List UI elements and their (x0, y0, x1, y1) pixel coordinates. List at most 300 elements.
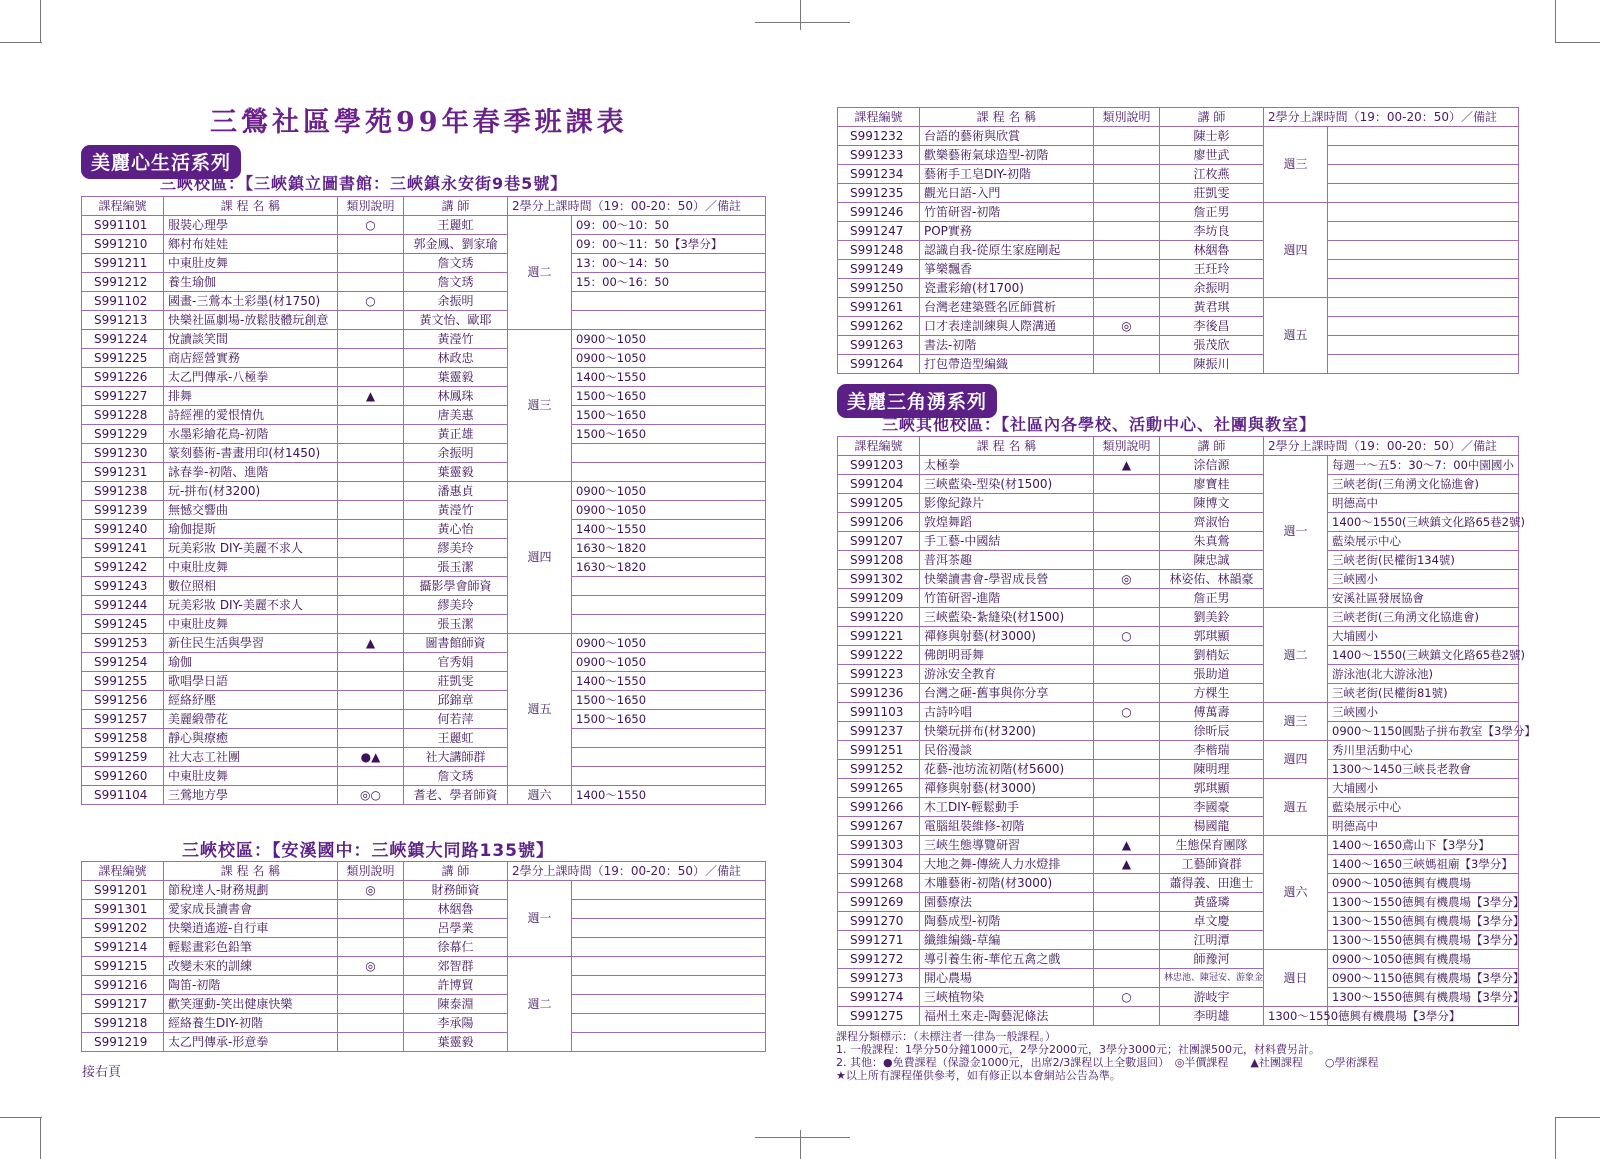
weekday-cell: 週四 (508, 482, 572, 634)
course-time-note: 1500～1650 (572, 691, 766, 710)
course-teacher: 圖書館師資 (404, 634, 508, 653)
course-type-mark (1094, 551, 1160, 570)
course-name: 開心農場 (920, 969, 1094, 988)
header-type: 類別說明 (338, 862, 404, 881)
course-teacher: 李楷瑞 (1160, 741, 1264, 760)
course-name: 玩美彩妝 DIY-美麗不求人 (164, 539, 338, 558)
course-type-mark (338, 1014, 404, 1033)
course-name: 水墨彩繪花鳥-初階 (164, 425, 338, 444)
legend-line: ★以上所有課程僅供參考，如有修正以本會網站公告為準。 (836, 1069, 1121, 1082)
course-time-note: 0900～1050 (572, 482, 766, 501)
course-teacher: 涂信源 (1160, 456, 1264, 475)
weekday-cell: 週五 (508, 634, 572, 786)
table-row (838, 684, 1519, 703)
course-type-mark (338, 615, 404, 634)
course-type-mark (1094, 184, 1160, 203)
course-type-mark: ◎○ (338, 786, 404, 805)
course-code: S991215 (82, 957, 164, 976)
course-code: S991272 (838, 950, 920, 969)
course-time-note: 0900～1050德興有機農場 (1328, 874, 1519, 893)
course-name: 愛家成長讀書會 (164, 900, 338, 919)
course-time-note: 0900～1150圓點子拼布教室【3學分】 (1328, 722, 1519, 741)
course-time-note: 三峽老街(民權街81號) (1328, 684, 1519, 703)
header-code: 課程編號 (82, 197, 164, 216)
header-course-name: 課 程 名 稱 (164, 862, 338, 881)
crop-mark (40, 0, 41, 42)
table-row (82, 501, 766, 520)
weekday-cell: 週三 (508, 330, 572, 482)
course-time-note: 1400～1550(三峽鎮文化路65巷2號) (1328, 646, 1519, 665)
course-code: S991232 (838, 127, 920, 146)
course-code: S991256 (82, 691, 164, 710)
header-course-name: 課 程 名 稱 (920, 108, 1094, 127)
course-teacher: 張玉潔 (404, 615, 508, 634)
schedule-table-anxi (81, 861, 766, 1052)
course-type-mark (1094, 893, 1160, 912)
table-row (838, 817, 1519, 836)
course-type-mark: ▲ (1094, 456, 1160, 475)
course-code: S991265 (838, 779, 920, 798)
course-code: S991266 (838, 798, 920, 817)
course-teacher: 李承陽 (404, 1014, 508, 1033)
course-time-note: 1630～1820 (572, 558, 766, 577)
course-code: S991248 (838, 241, 920, 260)
course-teacher: 廖世武 (1160, 146, 1264, 165)
course-time-note: 游泳池(北大游泳池) (1328, 665, 1519, 684)
table-row (82, 881, 766, 900)
course-type-mark (1094, 203, 1160, 222)
course-type-mark (338, 368, 404, 387)
course-type-mark (338, 273, 404, 292)
course-code: S991242 (82, 558, 164, 577)
course-code: S991210 (82, 235, 164, 254)
course-code: S991260 (82, 767, 164, 786)
course-time-note: 1400～1550 (572, 520, 766, 539)
table-row (82, 387, 766, 406)
table-row (838, 760, 1519, 779)
course-name: 歌唱學日語 (164, 672, 338, 691)
table-row (838, 298, 1519, 317)
course-type-mark (338, 919, 404, 938)
header-time: 2學分上課時間（19：00-20：50）／備註 (508, 862, 766, 881)
course-code: S991213 (82, 311, 164, 330)
course-teacher: 楊國龍 (1160, 817, 1264, 836)
course-time-note (1328, 355, 1519, 374)
course-time-note: 藍染展示中心 (1328, 532, 1519, 551)
course-type-mark (338, 900, 404, 919)
crop-mark (1555, 1117, 1600, 1118)
course-type-mark: ◎ (1094, 570, 1160, 589)
table-row (838, 665, 1519, 684)
crop-mark (1555, 1117, 1556, 1159)
course-code: S991102 (82, 292, 164, 311)
course-code: S991271 (838, 931, 920, 950)
course-type-mark: ◎ (1094, 317, 1160, 336)
course-type-mark (1094, 222, 1160, 241)
course-teacher: 傅萬壽 (1160, 703, 1264, 722)
course-teacher: 劉梢妘 (1160, 646, 1264, 665)
course-code: S991221 (838, 627, 920, 646)
course-code: S991101 (82, 216, 164, 235)
course-time-note (1328, 279, 1519, 298)
course-type-mark (338, 691, 404, 710)
course-code: S991233 (838, 146, 920, 165)
course-name: 太乙門傳承-形意拳 (164, 1033, 338, 1052)
course-code: S991227 (82, 387, 164, 406)
course-teacher: 陳士彰 (1160, 127, 1264, 146)
course-teacher: 劉美鈴 (1160, 608, 1264, 627)
course-teacher: 工藝師資群 (1160, 855, 1264, 874)
course-code: S991203 (838, 456, 920, 475)
course-time-note (572, 444, 766, 463)
course-code: S991228 (82, 406, 164, 425)
table-row (82, 311, 766, 330)
table-row (82, 444, 766, 463)
table-row (82, 558, 766, 577)
weekday-cell: 週六 (1264, 836, 1328, 950)
course-type-mark (338, 520, 404, 539)
course-type-mark (338, 482, 404, 501)
course-type-mark (1094, 931, 1160, 950)
course-time-note (572, 1014, 766, 1033)
table-row (82, 995, 766, 1014)
course-teacher: 李明雄 (1160, 1007, 1264, 1026)
course-code: S991218 (82, 1014, 164, 1033)
course-teacher: 林忠池、陳冠安、游象金 (1160, 969, 1264, 988)
course-time-note: 0900～1050 (572, 330, 766, 349)
course-type-mark (1094, 355, 1160, 374)
course-name: 數位照相 (164, 577, 338, 596)
course-teacher: 官秀娟 (404, 653, 508, 672)
course-time-note (572, 577, 766, 596)
course-type-mark: ▲ (1094, 855, 1160, 874)
course-time-note: 秀川里活動中心 (1328, 741, 1519, 760)
table-row (838, 1007, 1519, 1026)
schedule-table-other (837, 436, 1536, 1026)
course-name: 美麗緞帶花 (164, 710, 338, 729)
course-teacher: 王麗虹 (404, 216, 508, 235)
table-row (82, 330, 766, 349)
course-teacher: 唐美惠 (404, 406, 508, 425)
course-type-mark (1094, 741, 1160, 760)
course-type-mark (338, 976, 404, 995)
course-type-mark: ○ (338, 216, 404, 235)
course-code: S991273 (838, 969, 920, 988)
course-teacher: 郭琪顯 (1160, 627, 1264, 646)
course-time-note (572, 976, 766, 995)
table-row (838, 950, 1519, 969)
course-type-mark (338, 729, 404, 748)
course-teacher: 張茂欣 (1160, 336, 1264, 355)
course-teacher: 卓文慶 (1160, 912, 1264, 931)
course-type-mark: ○ (338, 292, 404, 311)
course-teacher: 王玨玲 (1160, 260, 1264, 279)
table-header-row (82, 862, 766, 881)
course-name: 箏樂飄香 (920, 260, 1094, 279)
course-name: 無憾交響曲 (164, 501, 338, 520)
course-type-mark (1094, 646, 1160, 665)
course-name: 服裝心理學 (164, 216, 338, 235)
course-type-mark (338, 577, 404, 596)
course-teacher: 莊凱雯 (404, 672, 508, 691)
course-type-mark (338, 710, 404, 729)
course-name: 排舞 (164, 387, 338, 406)
course-time-note (1328, 127, 1519, 146)
crop-mark (40, 1117, 41, 1159)
course-name: 古詩吟唱 (920, 703, 1094, 722)
course-code: S991252 (838, 760, 920, 779)
course-time-note: 1300～1550德興有機農場【3學分】 (1328, 931, 1519, 950)
course-teacher: 何若萍 (404, 710, 508, 729)
course-name: 中東肚皮舞 (164, 558, 338, 577)
crop-mark (0, 1117, 42, 1118)
crop-mark (1555, 0, 1556, 42)
weekday-cell: 週一 (508, 881, 572, 957)
course-type-mark (338, 501, 404, 520)
course-time-note: 1300～1550德興有機農場【3學分】 (1328, 893, 1519, 912)
course-code: S991263 (838, 336, 920, 355)
course-type-mark (1094, 127, 1160, 146)
course-code: S991250 (838, 279, 920, 298)
course-type-mark: ◎ (338, 957, 404, 976)
course-type-mark (338, 425, 404, 444)
course-teacher: 詹文琇 (404, 254, 508, 273)
course-code: S991209 (838, 589, 920, 608)
course-teacher: 郭琪顯 (1160, 779, 1264, 798)
course-teacher: 陳明理 (1160, 760, 1264, 779)
course-code: S991201 (82, 881, 164, 900)
course-time-note (572, 881, 766, 900)
course-time-note: 1400～1550 (572, 786, 766, 805)
course-code: S991301 (82, 900, 164, 919)
table-row (838, 798, 1519, 817)
course-time-note: 1500～1650 (572, 710, 766, 729)
course-name: 太乙門傳承-八極拳 (164, 368, 338, 387)
course-name: 竹笛研習-初階 (920, 203, 1094, 222)
course-teacher: 黃文怡、歐耶 (404, 311, 508, 330)
table-row (838, 646, 1519, 665)
course-type-mark (338, 596, 404, 615)
course-time-note: 三峽國小 (1328, 703, 1519, 722)
course-time-note (572, 767, 766, 786)
course-teacher: 李國豪 (1160, 798, 1264, 817)
course-time-note (572, 729, 766, 748)
course-code: S991225 (82, 349, 164, 368)
course-name: 中東肚皮舞 (164, 767, 338, 786)
crop-mark (0, 42, 42, 43)
course-name: 詩經裡的愛恨情仇 (164, 406, 338, 425)
header-time: 2學分上課時間（19：00-20：50）／備註 (508, 197, 766, 216)
weekday-cell: 週四 (1264, 741, 1328, 779)
course-teacher: 朱真鶯 (1160, 532, 1264, 551)
course-name: 大地之舞-傳統人力水燈排 (920, 855, 1094, 874)
table-row (82, 520, 766, 539)
course-time-note: 1400～1550(三峽鎮文化路65巷2號) (1328, 513, 1519, 532)
weekday-cell: 週二 (508, 216, 572, 330)
weekday-cell: 週二 (508, 957, 572, 1052)
header-time: 2學分上課時間（19：00-20：50）／備註 (1264, 437, 1519, 456)
course-type-mark: ▲ (338, 634, 404, 653)
table-row (838, 127, 1519, 146)
course-code: S991211 (82, 254, 164, 273)
course-code: S991207 (838, 532, 920, 551)
course-code: S991205 (838, 494, 920, 513)
course-type-mark (1094, 146, 1160, 165)
table-row (82, 216, 766, 235)
course-type-mark (1094, 241, 1160, 260)
course-time-note: 藍染展示中心 (1328, 798, 1519, 817)
header-code: 課程編號 (838, 437, 920, 456)
table-row (82, 577, 766, 596)
course-name: 台灣之砸-舊事與你分享 (920, 684, 1094, 703)
course-teacher: 攝影學會師資 (404, 577, 508, 596)
campus-heading-library: 三峽校區：【三峽鎮立圖書館：三峽鎮永安街9巷5號】 (160, 174, 568, 193)
course-type-mark: ▲ (338, 387, 404, 406)
course-name: 福州土來走-陶藝泥條法 (920, 1007, 1094, 1026)
course-type-mark (1094, 817, 1160, 836)
course-teacher: 呂學業 (404, 919, 508, 938)
table-row (838, 222, 1519, 241)
course-type-mark (338, 311, 404, 330)
course-time-note (572, 311, 766, 330)
course-code: S991270 (838, 912, 920, 931)
course-teacher: 王麗虹 (404, 729, 508, 748)
course-time-note: 09：00～10：50 (572, 216, 766, 235)
course-code: S991253 (82, 634, 164, 653)
table-row (82, 368, 766, 387)
course-teacher: 葉靈毅 (404, 1033, 508, 1052)
course-type-mark (1094, 969, 1160, 988)
course-code: S991234 (838, 165, 920, 184)
course-code: S991304 (838, 855, 920, 874)
course-type-mark (338, 767, 404, 786)
course-teacher: 財務師資 (404, 881, 508, 900)
course-name: 花藝-池坊流初階(材5600) (920, 760, 1094, 779)
course-name: 民俗漫談 (920, 741, 1094, 760)
course-time-note: 1500～1650 (572, 406, 766, 425)
table-row (82, 767, 766, 786)
course-code: S991261 (838, 298, 920, 317)
course-time-note: 0900～1050 (572, 349, 766, 368)
header-code: 課程編號 (82, 862, 164, 881)
course-code: S991104 (82, 786, 164, 805)
course-name: 三峽藍染-紮縫染(材1500) (920, 608, 1094, 627)
table-row (82, 254, 766, 273)
course-code: S991241 (82, 539, 164, 558)
course-time-note: 1500～1650 (572, 425, 766, 444)
course-code: S991251 (838, 741, 920, 760)
course-type-mark (1094, 874, 1160, 893)
course-time-note: 0900～1050 (572, 653, 766, 672)
course-time-note (572, 615, 766, 634)
course-type-mark: ▲ (1094, 836, 1160, 855)
course-code: S991237 (838, 722, 920, 741)
course-code: S991249 (838, 260, 920, 279)
course-name: 台語的藝術與欣賞 (920, 127, 1094, 146)
table-row (838, 931, 1519, 950)
table-row (838, 146, 1519, 165)
course-type-mark (1094, 475, 1160, 494)
course-type-mark: ○ (1094, 988, 1160, 1007)
course-teacher: 耆老、學者師資 (404, 786, 508, 805)
weekday-cell: 週六 (508, 786, 572, 805)
course-name: 養生瑜伽 (164, 273, 338, 292)
course-code: S991269 (838, 893, 920, 912)
course-type-mark (1094, 513, 1160, 532)
course-time-note (572, 1033, 766, 1052)
course-code: S991235 (838, 184, 920, 203)
course-time-note (1328, 203, 1519, 222)
table-row (838, 893, 1519, 912)
course-code: S991257 (82, 710, 164, 729)
header-course-name: 課 程 名 稱 (920, 437, 1094, 456)
weekday-cell: 週五 (1264, 779, 1328, 836)
course-teacher: 詹文琇 (404, 767, 508, 786)
course-time-note (572, 900, 766, 919)
course-code: S991231 (82, 463, 164, 482)
table-row (838, 532, 1519, 551)
course-teacher: 李坊良 (1160, 222, 1264, 241)
course-name: 電腦組裝維修-初階 (920, 817, 1094, 836)
course-type-mark (1094, 950, 1160, 969)
course-time-note: 0900～1050 (572, 634, 766, 653)
table-row (82, 406, 766, 425)
course-time-note: 1400～1650鳶山下【3學分】 (1328, 836, 1519, 855)
course-time-note (1328, 165, 1519, 184)
weekday-cell: 週二 (1264, 608, 1328, 703)
course-time-note: 三峽老街(三角湧文化協進會) (1328, 475, 1519, 494)
course-name: 瓷畫彩繪(材1700) (920, 279, 1094, 298)
header-type: 類別說明 (1094, 108, 1160, 127)
course-name: 禪修與射藝(材3000) (920, 779, 1094, 798)
table-row (82, 539, 766, 558)
course-type-mark: ○ (1094, 627, 1160, 646)
course-code: S991258 (82, 729, 164, 748)
course-name: 竹笛研習-進階 (920, 589, 1094, 608)
course-name: 快樂讀書會-學習成長營 (920, 570, 1094, 589)
course-type-mark (338, 463, 404, 482)
table-row (838, 912, 1519, 931)
course-teacher: 方棵生 (1160, 684, 1264, 703)
table-row (838, 279, 1519, 298)
course-name: 藝術手工皂DIY-初階 (920, 165, 1094, 184)
course-code: S991216 (82, 976, 164, 995)
course-code: S991224 (82, 330, 164, 349)
course-name: 敦煌舞蹈 (920, 513, 1094, 532)
course-type-mark (1094, 279, 1160, 298)
course-time-note: 0900～1050德興有機農場 (1328, 950, 1519, 969)
campus-heading-anxi: 三峽校區：【安溪國中：三峽鎮大同路135號】 (182, 841, 554, 861)
course-code: S991244 (82, 596, 164, 615)
course-code: S991240 (82, 520, 164, 539)
course-teacher: 余振明 (404, 444, 508, 463)
course-code: S991268 (838, 874, 920, 893)
course-time-note: 15：00～16：50 (572, 273, 766, 292)
weekday-cell: 週三 (1264, 127, 1328, 203)
course-time-note (1328, 241, 1519, 260)
weekday-cell: 週一 (1264, 456, 1328, 608)
course-time-note (572, 938, 766, 957)
course-teacher: 詹文琇 (404, 273, 508, 292)
course-time-note (1328, 317, 1519, 336)
course-name: 鄉村布娃娃 (164, 235, 338, 254)
course-teacher: 李後昌 (1160, 317, 1264, 336)
course-time-note (1328, 298, 1519, 317)
course-teacher: 葉靈毅 (404, 368, 508, 387)
course-code: S991275 (838, 1007, 920, 1026)
table-row (82, 976, 766, 995)
course-name: 陶藝成型-初階 (920, 912, 1094, 931)
